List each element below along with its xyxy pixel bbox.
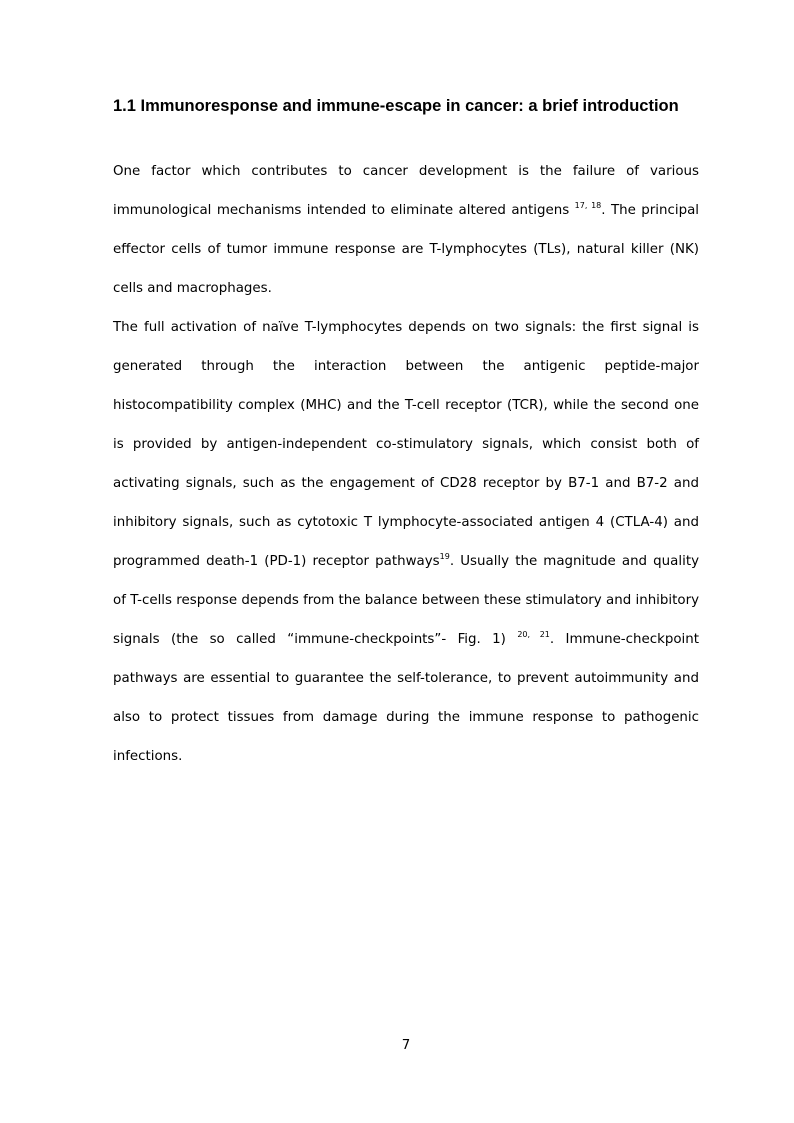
paragraph-1-text-2: . The principal effector cells of tumor immune response are T-lymphocytes (TLs), natural killer (NK) cells and macrophages.	[113, 203, 699, 296]
citation-20-21: 20, 21	[517, 630, 550, 639]
citation-17-18: 17, 18	[574, 201, 602, 210]
citation-19: 19	[439, 552, 450, 561]
paragraph-2	[113, 308, 699, 776]
paragraph-2-text-3: . Immune-checkpoint pathways are essential to guarantee the self-tolerance, to prevent autoimmunity and also to protect tissues from damage during the immune response to pathogenic infections.	[113, 632, 699, 764]
paragraph-2-text-2: . Usually the magnitude and quality of T-cells response depends from the balance between these stimulatory and inhibitory signals (the so called “immune-checkpoints”- Fig. 1)	[113, 554, 699, 647]
paragraph-1	[113, 152, 699, 308]
section-heading: 1.1 Immunoresponse and immune-escape in cancer: a brief introduction	[113, 97, 679, 115]
page-number: 7	[401, 1038, 411, 1053]
paragraph-1-text-1: One factor which contributes to cancer development is the failure of various immunological mechanisms intended to eliminate altered antigens	[113, 164, 699, 218]
paragraph-2-text-1: The full activation of naïve T-lymphocytes depends on two signals: the first signal is generated through the interaction between the antigenic peptide-major histocompatibility complex (MHC) and the T-cell receptor (TCR), while the second one is provided by antigen-independent co-stimulatory signals, which consist both of activating signals, such as the engagement of CD28 receptor by B7-1 and B7-2 and inhibitory signals, such as cytotoxic T lymphocyte-associated antigen 4 (CTLA-4) and programmed death-1 (PD-1) receptor pathways	[113, 320, 699, 569]
body-text	[113, 152, 699, 776]
